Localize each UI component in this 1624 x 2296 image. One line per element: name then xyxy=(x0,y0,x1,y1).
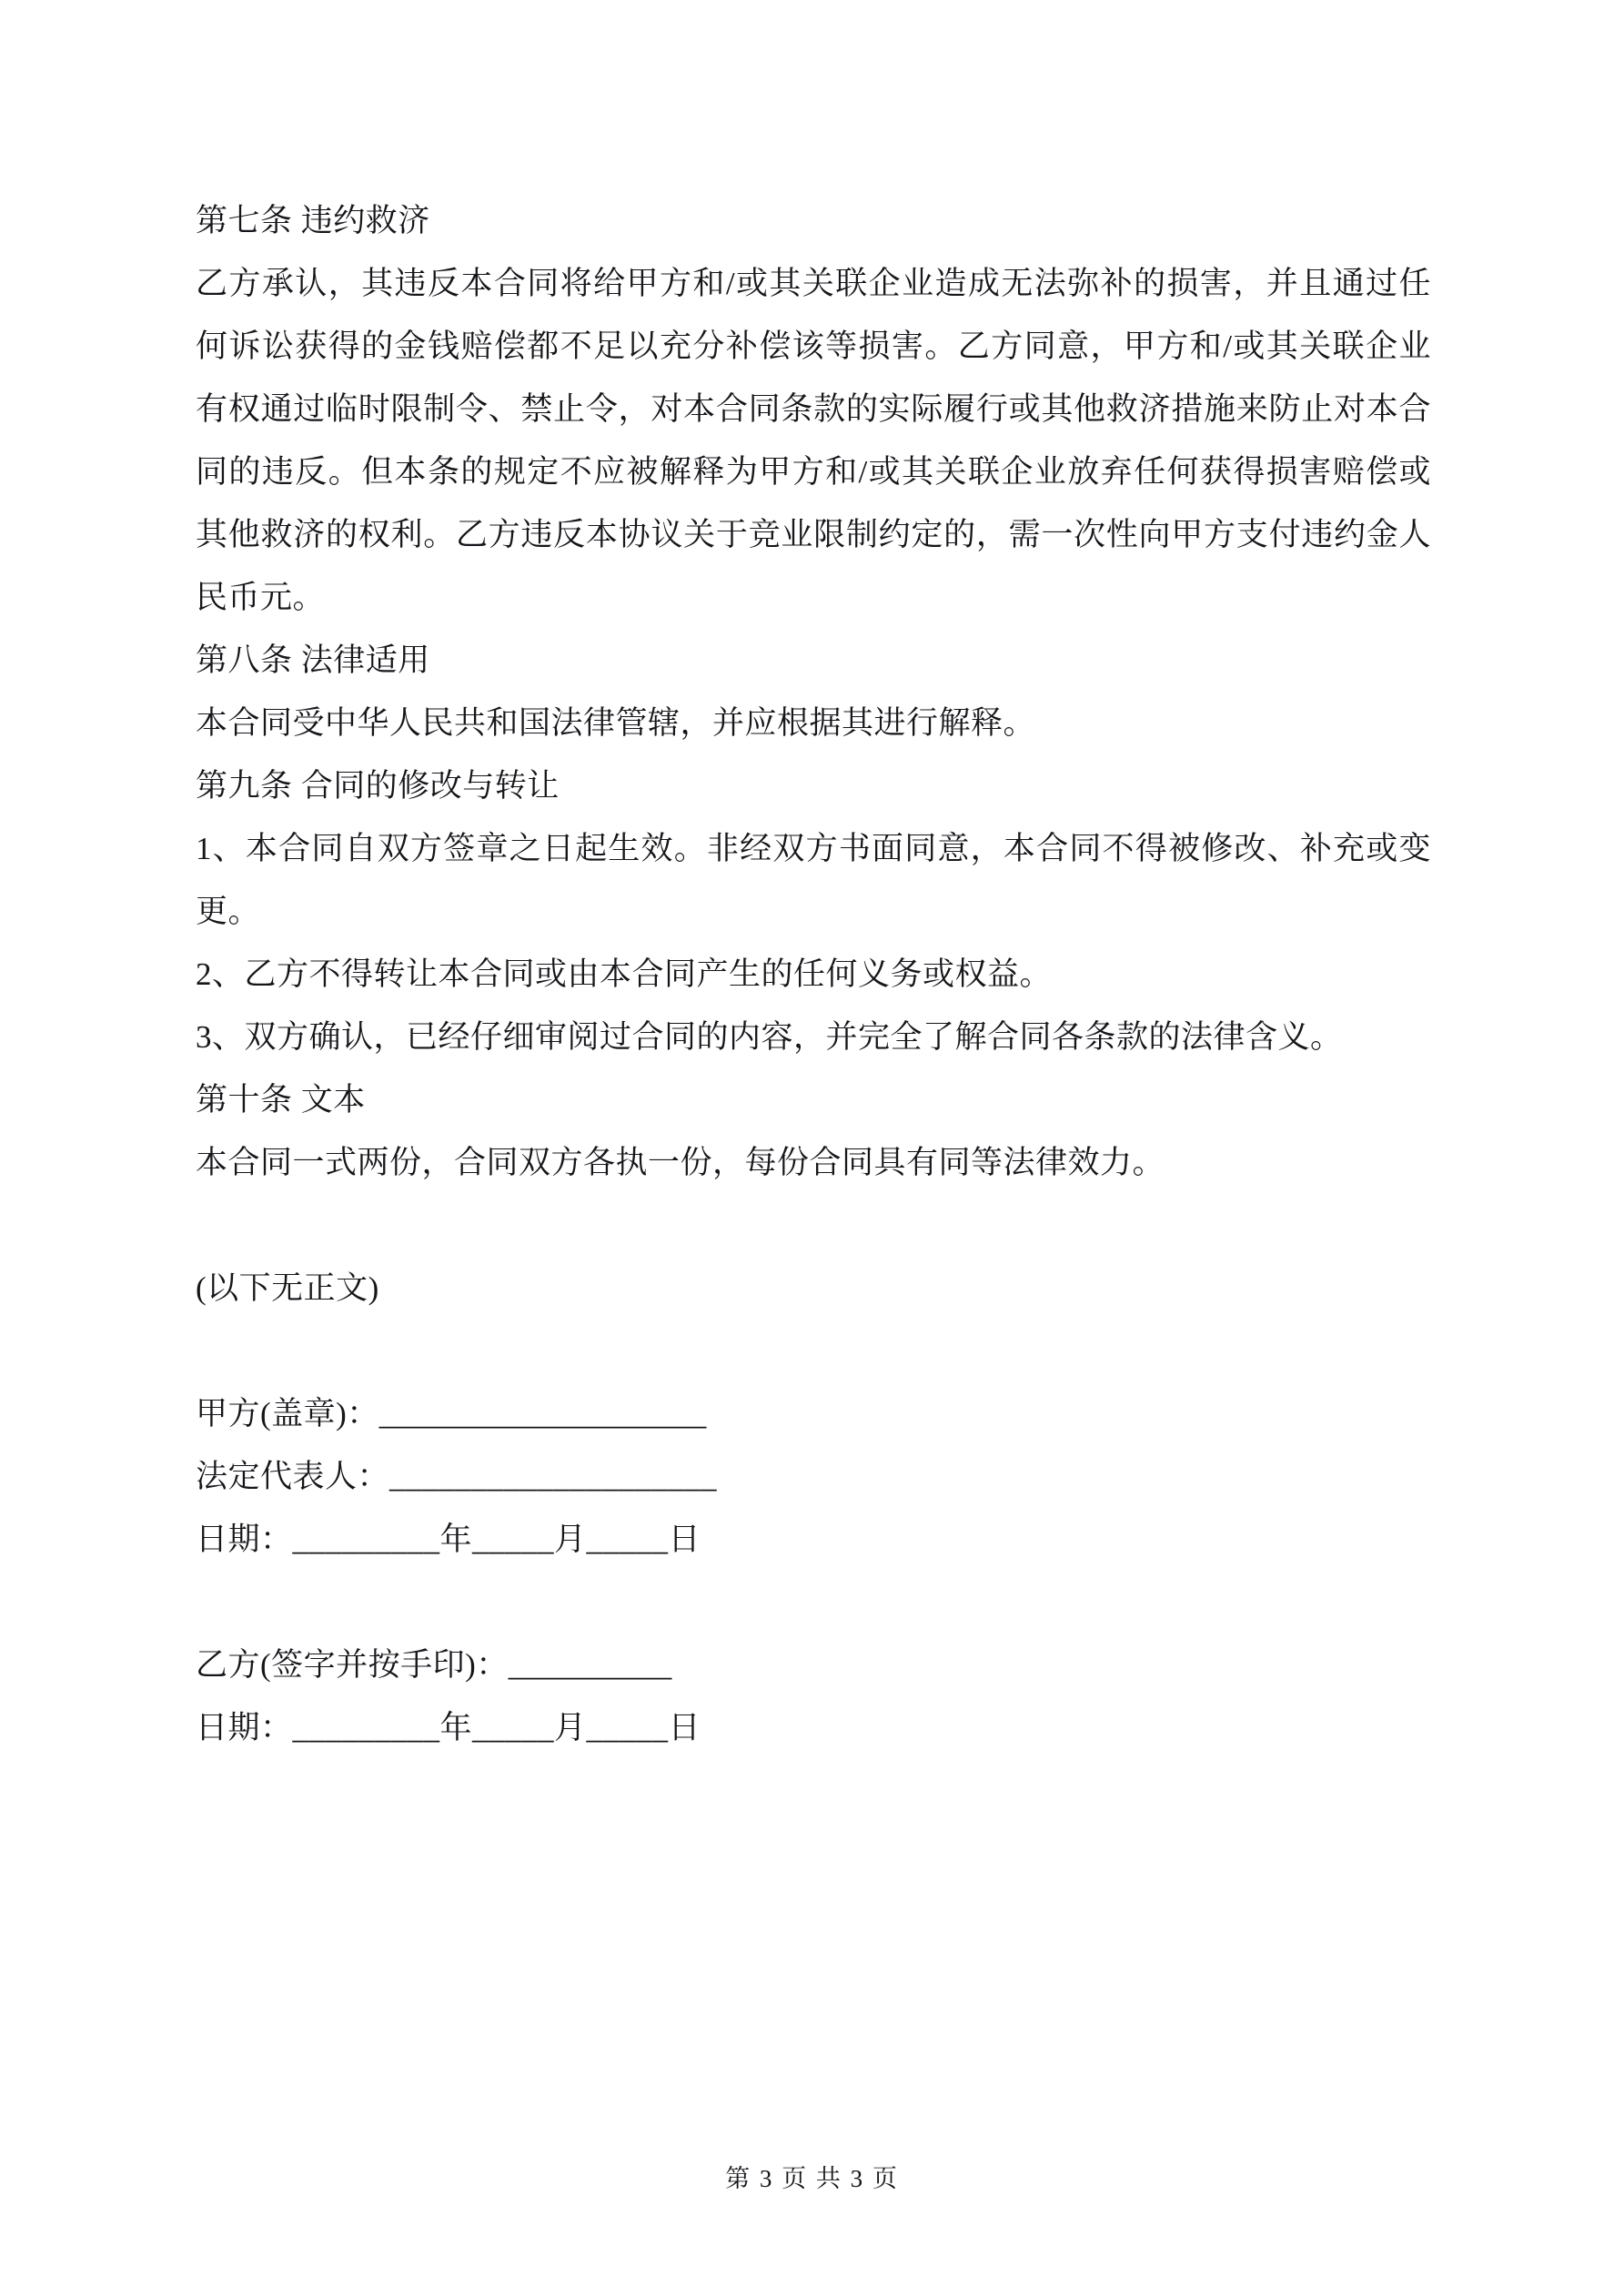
party-a-seal-line: 甲方(盖章)：____________________ xyxy=(196,1396,707,1431)
article-9-heading: 第九条 合同的修改与转让 xyxy=(196,768,560,804)
no-more-text-note: (以下无正文) xyxy=(196,1270,379,1306)
party-b-date-line: 日期：_________年_____月_____日 xyxy=(196,1710,701,1745)
contract-body xyxy=(196,189,1431,1759)
party-b-sign-line: 乙方(签字并按手印)：__________ xyxy=(196,1647,672,1683)
article-9-clause-2: 2、乙方不得转让本合同或由本合同产生的任何义务或权益。 xyxy=(196,956,1053,992)
party-a-date-line: 日期：_________年_____月_____日 xyxy=(196,1522,701,1557)
page-number-footer: 第 3 页 共 3 页 xyxy=(725,2165,899,2192)
article-7-paragraph: 乙方承认，其违反本合同将给甲方和/或其关联企业造成无法弥补的损害，并且通过任何诉讼获得的金钱赔偿都不足以充分补偿该等损害。乙方同意，甲方和/或其关联企业有权通过临时限制令、禁止令，对本合同条款的实际履行或其他救济措施来防止对本合同的违反。但本条的规定不应被解释为甲方和/或其关联企业放弃任何获得损害赔偿或其他救济的权利。乙方违反本协议关于竞业限制约定的，需一次性向甲方支付违约金人民币元。 xyxy=(196,266,1431,615)
legal-representative-line: 法定代表人：____________________ xyxy=(196,1459,718,1494)
article-8-paragraph: 本合同受中华人民共和国法律管辖，并应根据其进行解释。 xyxy=(196,705,1036,741)
article-10-heading: 第十条 文本 xyxy=(196,1082,366,1118)
article-7-heading: 第七条 违约救济 xyxy=(196,203,430,238)
article-10-paragraph: 本合同一式两份，合同双方各执一份，每份合同具有同等法律效力。 xyxy=(196,1145,1165,1180)
article-9-clause-3: 3、双方确认，已经仔细审阅过合同的内容，并完全了解合同各条款的法律含义。 xyxy=(196,1019,1343,1055)
article-8-heading: 第八条 法律适用 xyxy=(196,642,430,678)
article-9-clause-1: 1、本合同自双方签章之日起生效。非经双方书面同意，本合同不得被修改、补充或变更。 xyxy=(196,831,1431,929)
